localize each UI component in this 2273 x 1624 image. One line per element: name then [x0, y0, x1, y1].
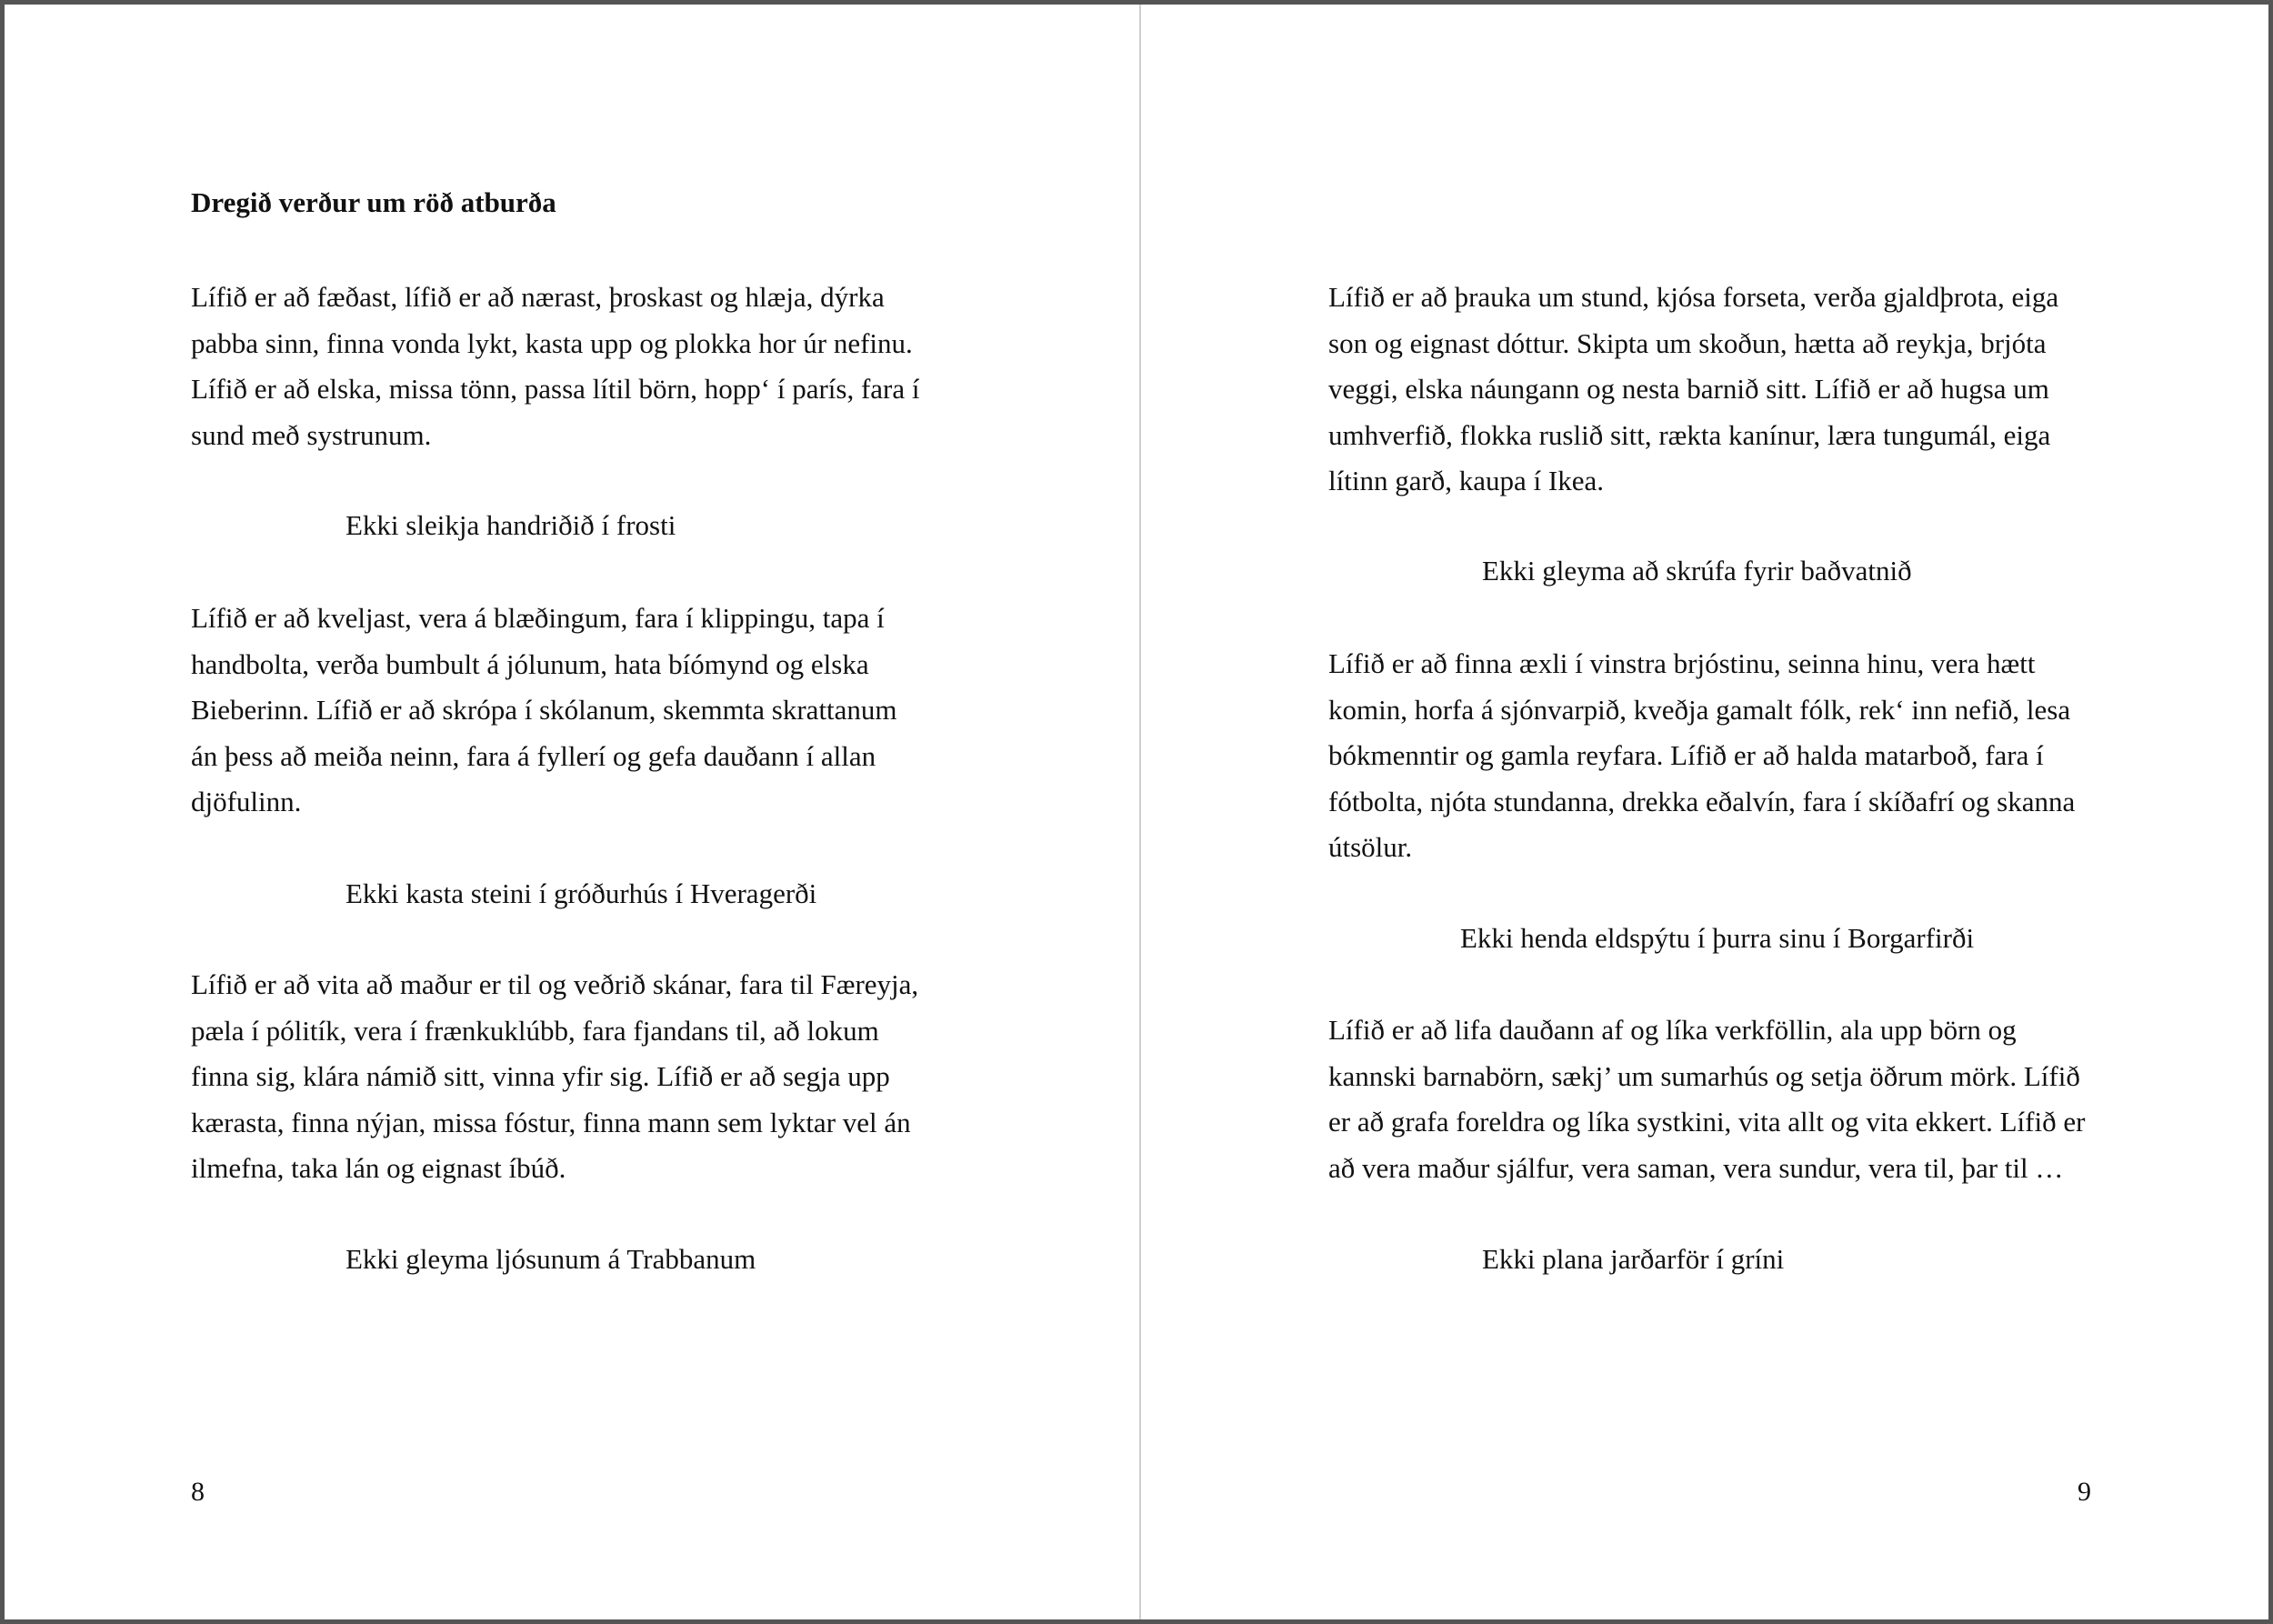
right-paragraph-2	[1328, 641, 2074, 871]
left-refrain-2: Ekki kasta steini í gróðurhús í Hveragerði	[345, 877, 817, 909]
left-refrain-3: Ekki gleyma ljósunum á Trabbanum	[345, 1243, 756, 1275]
text-line: bókmenntir og gamla reyfara. Lífið er að halda matarboð, fara í	[1328, 739, 2044, 771]
text-line: finna sig, klára námið sitt, vinna yfir sig. Lífið er að segja upp	[191, 1060, 890, 1092]
text-line: Lífið er að kveljast, vera á blæðingum, fara í klippingu, tapa í	[191, 602, 885, 634]
text-line: handbolta, verða bumbult á jólunum, hata bíómynd og elska	[191, 647, 869, 680]
right-refrain-3: Ekki plana jarðarför í gríni	[1482, 1243, 1785, 1275]
text-line: að vera maður sjálfur, vera saman, vera sundur, vera til, þar til …	[1328, 1151, 2064, 1184]
text-line: Lífið er að elska, missa tönn, passa lítil börn, hopp‘ í parís, fara í	[191, 373, 920, 405]
right-page	[1141, 5, 2273, 1619]
text-line: Lífið er að vita að maður er til og veðrið skánar, fara til Færeyja,	[191, 968, 919, 1000]
text-line: lítinn garð, kaupa í Ikea.	[1328, 465, 1605, 496]
text-line: sund með systrunum.	[191, 418, 432, 451]
text-line: kærasta, finna nýjan, missa fóstur, finna mann sem lyktar vel án	[191, 1106, 911, 1138]
text-line: komin, horfa á sjónvarpið, kveðja gamalt fólk, rek‘ inn nefið, lesa	[1328, 693, 2071, 726]
right-refrain-2: Ekki henda eldspýtu í þurra sinu í Borgarfirði	[1460, 922, 1975, 954]
text-line: Bieberinn. Lífið er að skrópa í skólanum, skemmta skrattanum	[191, 694, 897, 726]
chapter-heading: Dregið verður um röð atburða	[191, 186, 556, 218]
left-paragraph-3	[191, 962, 936, 1192]
left-refrain-1: Ekki sleikja handriðið í frosti	[345, 509, 676, 541]
right-paragraph-3	[1328, 1007, 2086, 1191]
right-refrain-1: Ekki gleyma að skrúfa fyrir baðvatnið	[1482, 555, 1912, 586]
right-paragraph-1	[1328, 275, 2074, 505]
left-paragraph-1	[191, 275, 936, 458]
text-line: Lífið er að þrauka um stund, kjósa forseta, verða gjaldþrota, eiga	[1328, 281, 2059, 313]
text-line: Lífið er að finna æxli í vinstra brjóstinu, seinna hinu, vera hætt	[1328, 647, 2036, 679]
text-line: pæla í pólitík, vera í frænkuklúbb, fara fjandans til, að lokum	[191, 1014, 879, 1047]
text-line: pabba sinn, finna vonda lykt, kasta upp og plokka hor úr nefinu.	[191, 326, 913, 359]
page-number-left: 8	[191, 1477, 205, 1507]
text-line: Lífið er að fæðast, lífið er að nærast, þroskast og hlæja, dýrka	[191, 281, 885, 313]
text-line: Lífið er að lifa dauðann af og líka verkföllin, ala upp börn og	[1328, 1014, 2017, 1046]
text-line: son og eignast dóttur. Skipta um skoðun, hætta að reykja, brjóta	[1328, 326, 2047, 359]
text-line: veggi, elska náungann og nesta barnið sitt. Lífið er að hugsa um	[1328, 373, 2049, 405]
text-line: kannski barnabörn, sækj’ um sumarhús og setja öðrum mörk. Lífið	[1328, 1059, 2080, 1092]
text-line: djöfulinn.	[191, 786, 302, 817]
text-line: útsölur.	[1328, 831, 1413, 863]
left-paragraph-2	[191, 596, 936, 826]
text-line: fótbolta, njóta stundanna, drekka eðalvín, fara í skíðafrí og skanna	[1328, 785, 2076, 817]
text-line: umhverfið, flokka ruslið sitt, rækta kanínur, læra tungumál, eiga	[1328, 418, 2051, 451]
page-number-right: 9	[2078, 1477, 2091, 1507]
left-page	[5, 5, 1139, 1619]
text-line: ilmefna, taka lán og eignast íbúð.	[191, 1152, 566, 1184]
text-line: er að grafa foreldra og líka systkini, vita allt og vita ekkert. Lífið er	[1328, 1106, 2086, 1138]
text-line: án þess að meiða neinn, fara á fyllerí og gefa dauðann í allan	[191, 739, 876, 772]
